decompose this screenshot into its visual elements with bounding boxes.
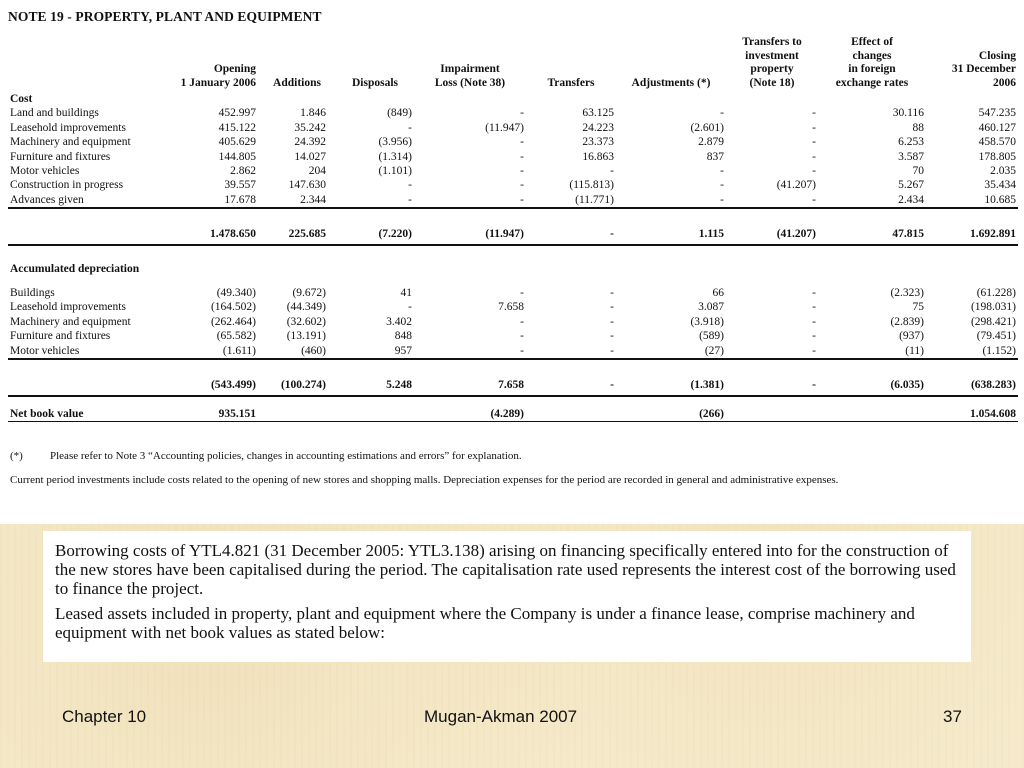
header-opening-line: Opening (213, 63, 256, 75)
header-impairment-line: Impairment (440, 63, 500, 75)
header-transfers-investment (726, 36, 818, 92)
value-cell: 23.373 (582, 136, 614, 149)
value-cell: - (610, 287, 614, 300)
value-cell: (61.228) (976, 287, 1016, 300)
value-cell (336, 396, 414, 422)
value-cell: 10.685 (926, 193, 1018, 208)
header-opening (160, 36, 258, 92)
value-cell: 2.879 (698, 136, 724, 149)
row-label: Motor vehicles (10, 165, 80, 178)
value-cell: (638.283) (926, 359, 1018, 395)
value-cell: 1.054.608 (926, 396, 1018, 422)
value-cell: 452.997 (218, 107, 256, 120)
section-heading: Cost (10, 93, 33, 105)
value-cell: 7.658 (414, 359, 526, 395)
value-cell: 204 (308, 165, 326, 178)
value-cell: (266) (616, 396, 726, 422)
table-row (8, 164, 1018, 178)
row-label (8, 359, 160, 395)
table-row (8, 329, 1018, 343)
value-cell: 144.805 (218, 150, 256, 163)
row-label: Motor vehicles (8, 344, 160, 359)
header-tip-line: (Note 18) (749, 76, 795, 89)
section-heading-row (8, 262, 1018, 276)
value-cell: - (812, 150, 816, 163)
value-cell: (1.381) (616, 359, 726, 395)
row-label: Machinery and equipment (10, 315, 131, 328)
value-cell: - (520, 150, 524, 163)
value-cell: (49.340) (216, 287, 256, 300)
value-cell: 14.027 (294, 150, 326, 163)
value-cell: 1.692.891 (926, 208, 1018, 244)
value-cell: 24.223 (582, 121, 614, 134)
value-cell: - (812, 121, 816, 134)
value-cell: 458.570 (978, 136, 1016, 149)
depreciation-section (8, 245, 1018, 396)
value-cell: (1.152) (926, 344, 1018, 359)
value-cell: 88 (912, 121, 924, 134)
value-cell: 7.658 (498, 301, 524, 314)
value-cell: (7.220) (336, 208, 414, 244)
value-cell: - (812, 136, 816, 149)
value-cell: - (526, 344, 616, 359)
header-impairment (414, 36, 526, 92)
value-cell: - (720, 107, 724, 120)
value-cell: (2.323) (890, 287, 924, 300)
value-cell: (1.611) (160, 344, 258, 359)
value-cell: 63.125 (582, 107, 614, 120)
row-label (8, 208, 160, 244)
capitalisation-panel (43, 531, 971, 662)
value-cell: 837 (706, 150, 724, 163)
value-cell: (11) (818, 344, 926, 359)
value-cell: 547.235 (978, 107, 1016, 120)
row-label: Furniture and fixtures (10, 330, 111, 343)
value-cell: - (812, 315, 816, 328)
header-tip-line: property (750, 63, 794, 75)
table-row (8, 121, 1018, 135)
header-fx-line: exchange rates (835, 76, 909, 89)
header-adjustments: Adjustments (*) (631, 76, 711, 89)
value-cell: 41 (400, 287, 412, 300)
value-cell: 957 (336, 344, 414, 359)
value-cell: 848 (394, 330, 412, 343)
value-cell: - (726, 193, 818, 208)
value-cell: 935.151 (160, 396, 258, 422)
value-cell: - (520, 165, 524, 178)
value-cell: 405.629 (218, 136, 256, 149)
value-cell: 5.267 (898, 179, 924, 192)
value-cell: 1.115 (616, 208, 726, 244)
row-label: Land and buildings (10, 107, 99, 120)
value-cell: (9.672) (292, 287, 326, 300)
net-book-value-section (8, 396, 1018, 422)
value-cell: (11.771) (526, 193, 616, 208)
value-cell: 30.116 (892, 107, 924, 120)
value-cell: (460) (258, 344, 336, 359)
value-cell: - (520, 179, 524, 192)
value-cell: - (720, 165, 724, 178)
value-cell: - (526, 359, 616, 395)
header-closing-line: 2006 (993, 76, 1016, 89)
value-cell: (79.451) (976, 330, 1016, 343)
value-cell: (100.274) (258, 359, 336, 395)
row-label: Advances given (8, 193, 160, 208)
value-cell: - (408, 179, 412, 192)
table-row (8, 344, 1018, 359)
row-label: Machinery and equipment (10, 136, 131, 149)
table-row (8, 135, 1018, 149)
value-cell: - (610, 315, 614, 328)
row-label: Leasehold improvements (10, 301, 126, 314)
value-cell: (27) (616, 344, 726, 359)
value-cell: (41.207) (776, 179, 816, 192)
footer-author: Mugan-Akman 2007 (424, 707, 578, 726)
table-row (8, 150, 1018, 164)
spacer-cell (8, 245, 1018, 262)
value-cell (818, 396, 926, 422)
value-cell: (1.314) (378, 150, 412, 163)
value-cell: 35.434 (984, 179, 1016, 192)
value-cell: (262.464) (210, 315, 256, 328)
footnote-investments: Current period investments include costs related to the opening of new stores and shopping malls. Depreciation expenses for the period are recorded in general and administrative expenses. (10, 474, 839, 486)
header-additions: Additions (273, 76, 321, 89)
header-tip-line: Transfers to (742, 36, 802, 48)
value-cell: 75 (912, 301, 924, 314)
table-row (8, 178, 1018, 192)
value-cell (526, 396, 616, 422)
value-cell: - (610, 165, 614, 178)
spacer-row (8, 245, 1018, 262)
header-row (8, 36, 1018, 92)
value-cell: 66 (712, 287, 724, 300)
footnote-adjustments (10, 450, 522, 463)
value-cell: - (610, 330, 614, 343)
spacer-cell (8, 276, 1018, 286)
value-cell: - (526, 208, 616, 244)
value-cell: - (812, 165, 816, 178)
value-cell: (65.582) (216, 330, 256, 343)
value-cell: 3.402 (386, 315, 412, 328)
table-row (8, 300, 1018, 314)
value-cell: - (414, 193, 526, 208)
value-cell: - (610, 301, 614, 314)
value-cell: 47.815 (818, 208, 926, 244)
value-cell: (115.813) (569, 179, 614, 192)
value-cell: (13.191) (286, 330, 326, 343)
header-fx-line: in foreign (848, 63, 896, 75)
table-row (8, 315, 1018, 329)
header-fx-line: Effect of (851, 36, 893, 48)
row-label: Furniture and fixtures (10, 150, 111, 163)
header-opening-line: 1 January 2006 (180, 76, 256, 89)
note-title: NOTE 19 - PROPERTY, PLANT AND EQUIPMENT (8, 9, 322, 24)
header-closing-line: Closing (978, 49, 1016, 62)
value-cell: 5.248 (336, 359, 414, 395)
footnote-text: Please refer to Note 3 “Accounting policies, changes in accounting estimations and errors” for explanation. (50, 450, 522, 462)
value-cell: 35.242 (294, 121, 326, 134)
value-cell: - (520, 107, 524, 120)
value-cell: (11.947) (485, 121, 524, 134)
footnote-mark: (*) (10, 450, 23, 462)
value-cell: - (520, 330, 524, 343)
ppe-table (8, 36, 1018, 422)
value-cell: 2.344 (258, 193, 336, 208)
cost-section (8, 92, 1018, 245)
value-cell: (32.602) (286, 315, 326, 328)
value-cell: (44.349) (286, 301, 326, 314)
row-label: Leasehold improvements (10, 121, 126, 134)
value-cell: 2.035 (990, 165, 1016, 178)
borrowing-costs-paragraph: Borrowing costs of YTL4.821 (31 December 2005: YTL3.138) arising on financing specifically entered into for the construction of the new stores have been capitalised during the period. The capitalisation rate used represents the interest cost of the borrowing used to finance the project. (55, 541, 956, 598)
value-cell: - (812, 287, 816, 300)
value-cell: - (414, 344, 526, 359)
value-cell: 415.122 (218, 121, 256, 134)
value-cell: (589) (699, 330, 724, 343)
footer-page-number: 37 (943, 707, 962, 726)
value-cell: (543.499) (160, 359, 258, 395)
value-cell: - (726, 344, 818, 359)
value-cell: 70 (912, 165, 924, 178)
table-row (8, 193, 1018, 208)
section-heading-row (8, 92, 1018, 106)
value-cell: - (812, 301, 816, 314)
value-cell: (6.035) (818, 359, 926, 395)
value-cell: 2.862 (230, 165, 256, 178)
spacer-row (8, 276, 1018, 286)
header-impairment-line: Loss (Note 38) (434, 76, 506, 89)
value-cell: - (520, 136, 524, 149)
row-label: Construction in progress (10, 179, 124, 192)
footer-chapter: Chapter 10 (62, 707, 147, 726)
value-cell: 1.846 (300, 107, 326, 120)
value-cell: (164.502) (210, 301, 256, 314)
value-cell: (2.601) (690, 121, 724, 134)
value-cell: 2.434 (818, 193, 926, 208)
leased-assets-paragraph: Leased assets included in property, plant and equipment where the Company is under a finance lease, comprise machinery and equipment with net book values as stated below: (55, 604, 915, 642)
value-cell: - (408, 301, 412, 314)
value-cell (258, 396, 336, 422)
header-closing (926, 36, 1018, 92)
row-label: Net book value (8, 396, 160, 422)
value-cell: 39.557 (224, 179, 256, 192)
value-cell: 460.127 (978, 121, 1016, 134)
header-fx-effect (818, 36, 926, 92)
value-cell: (3.918) (690, 315, 724, 328)
table-row (8, 106, 1018, 120)
value-cell: - (616, 193, 726, 208)
value-cell: 16.863 (582, 150, 614, 163)
value-cell: - (408, 121, 412, 134)
row-label: Buildings (10, 287, 55, 300)
value-cell: - (336, 193, 414, 208)
table-row (8, 286, 1018, 300)
value-cell: (2.839) (890, 315, 924, 328)
total-row (8, 208, 1018, 244)
value-cell: (937) (899, 330, 924, 343)
value-cell: 1.478.650 (160, 208, 258, 244)
total-row (8, 359, 1018, 395)
value-cell: 225.685 (258, 208, 336, 244)
value-cell: - (520, 315, 524, 328)
value-cell: 147.630 (288, 179, 326, 192)
header-label-cell (8, 36, 160, 92)
value-cell: - (812, 330, 816, 343)
value-cell: (298.421) (970, 315, 1016, 328)
header-fx-line: changes (852, 49, 892, 62)
value-cell: (41.207) (726, 208, 818, 244)
value-cell: (1.101) (378, 165, 412, 178)
net-book-value-row (8, 396, 1018, 422)
value-cell: (198.031) (970, 301, 1016, 314)
value-cell: (3.956) (378, 136, 412, 149)
value-cell: 6.253 (898, 136, 924, 149)
header-closing-line: 31 December (951, 63, 1016, 75)
value-cell: - (520, 287, 524, 300)
value-cell: - (720, 179, 724, 192)
value-cell: 17.678 (160, 193, 258, 208)
value-cell: (11.947) (414, 208, 526, 244)
header-transfers: Transfers (547, 76, 595, 89)
value-cell: 178.805 (978, 150, 1016, 163)
value-cell: (849) (387, 107, 412, 120)
value-cell: 24.392 (294, 136, 326, 149)
value-cell: 3.087 (698, 301, 724, 314)
section-heading: Accumulated depreciation (10, 262, 140, 275)
value-cell: 3.587 (898, 150, 924, 163)
value-cell: (4.289) (414, 396, 526, 422)
header-disposals: Disposals (351, 76, 399, 89)
value-cell (726, 396, 818, 422)
header-tip-line: investment (745, 49, 799, 62)
value-cell: - (726, 359, 818, 395)
value-cell: - (812, 107, 816, 120)
